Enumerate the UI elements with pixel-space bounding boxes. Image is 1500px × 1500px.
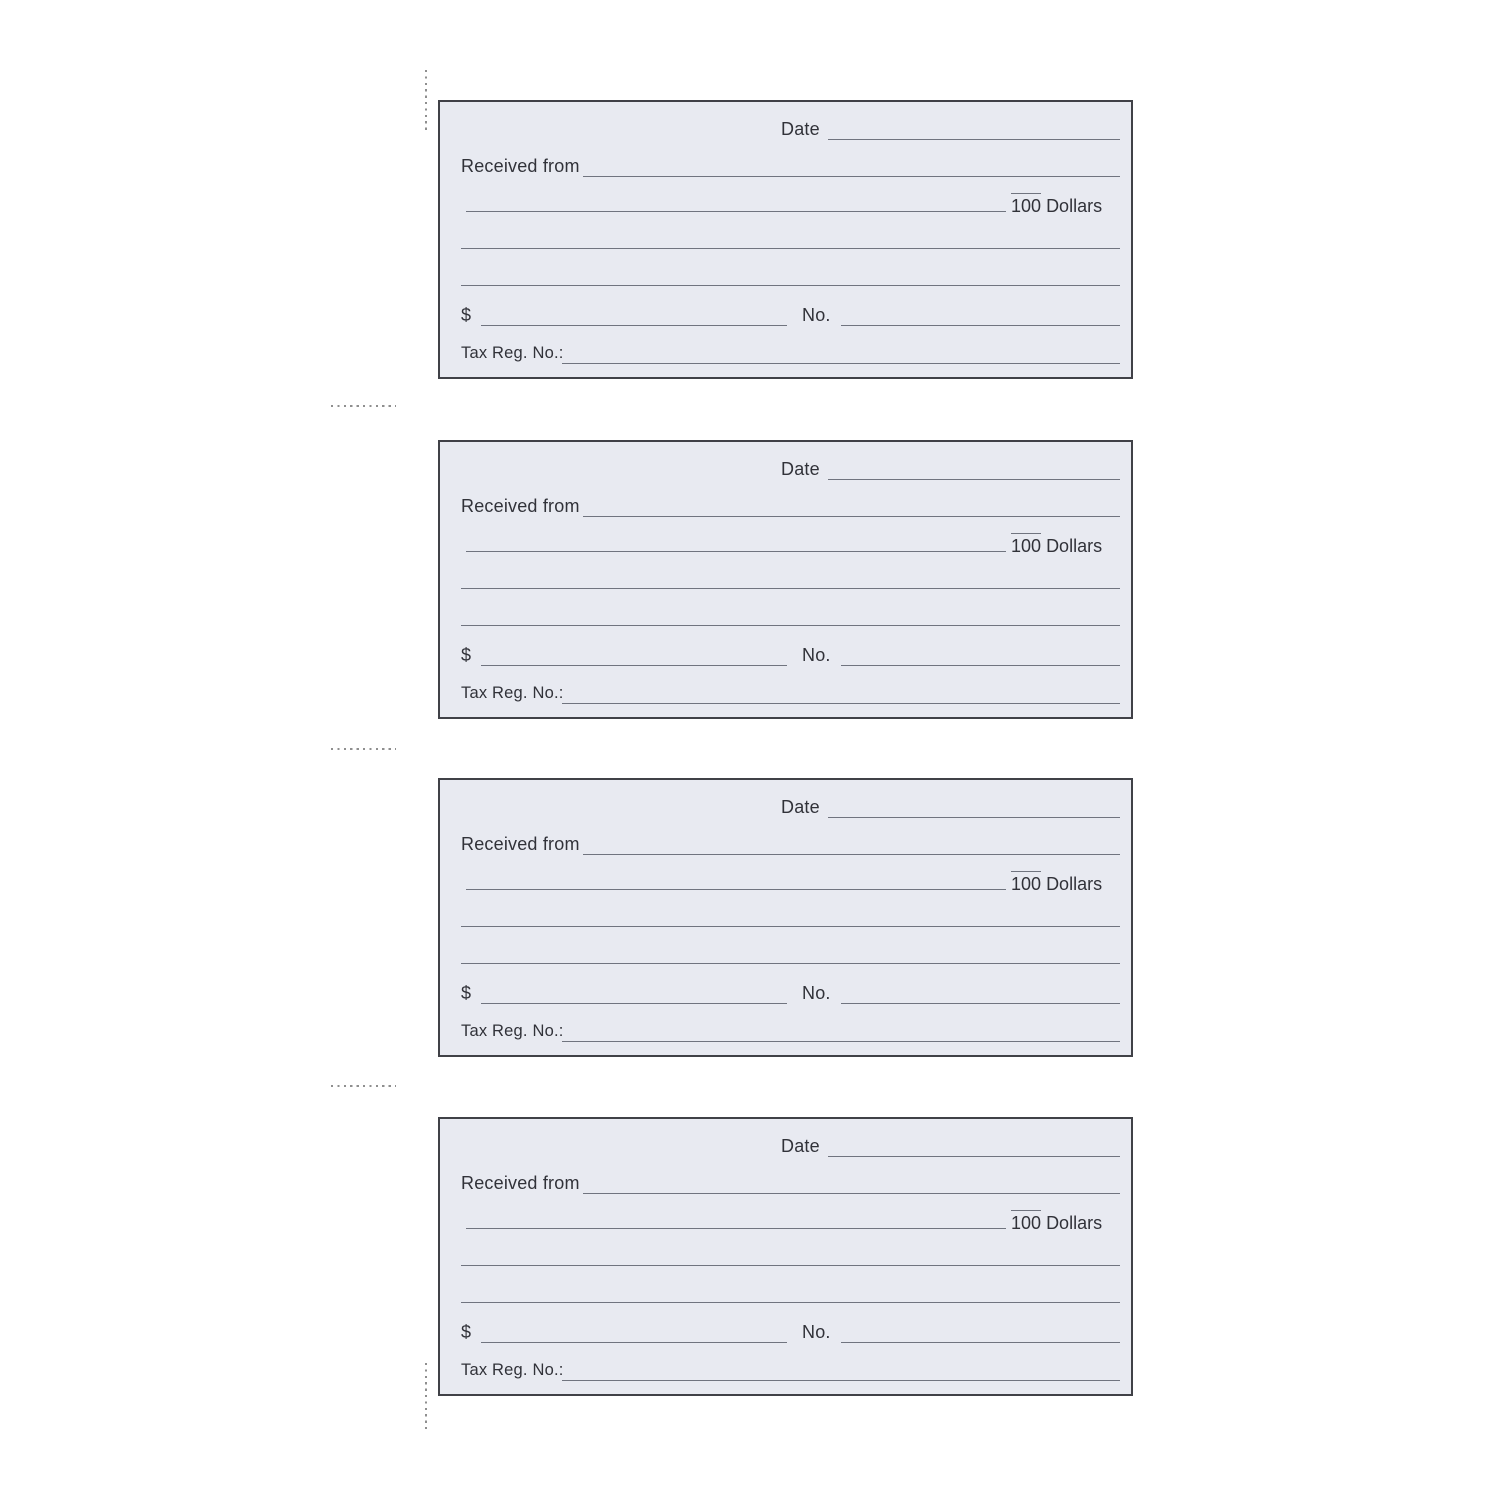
amount-fill-line — [481, 1342, 787, 1343]
perforation-mark-3 — [331, 1085, 396, 1087]
dollars-label: Dollars — [1046, 196, 1103, 216]
cents-fraction — [1011, 533, 1102, 555]
number-label: No. — [802, 305, 831, 325]
memo-fill-line-1 — [461, 926, 1120, 927]
currency-symbol: $ — [461, 1322, 472, 1342]
amount-fill-line — [481, 325, 787, 326]
received-from-label: Received from — [461, 834, 580, 854]
dollars-label: Dollars — [1046, 536, 1103, 556]
number-fill-line — [841, 1003, 1120, 1004]
memo-fill-line-2 — [461, 625, 1120, 626]
cents-fraction — [1011, 1210, 1102, 1232]
memo-fill-line-1 — [461, 1265, 1120, 1266]
number-label: No. — [802, 645, 831, 665]
tax-reg-label: Tax Reg. No.: — [461, 1022, 564, 1040]
amount-fill-line — [481, 665, 787, 666]
dollars-label: Dollars — [1046, 874, 1103, 894]
date-label: Date — [781, 1136, 820, 1156]
cents-denominator: 100 — [1011, 193, 1041, 215]
number-label: No. — [802, 983, 831, 1003]
memo-fill-line-2 — [461, 1302, 1120, 1303]
tax-reg-label: Tax Reg. No.: — [461, 1361, 564, 1379]
date-fill-line — [828, 1156, 1120, 1157]
memo-fill-line-2 — [461, 963, 1120, 964]
receipt-slip-1 — [438, 100, 1133, 379]
amount-words-fill-line — [466, 889, 1006, 890]
received-from-fill-line — [583, 854, 1120, 855]
perforation-mark-2 — [331, 748, 396, 750]
received-from-fill-line — [583, 1193, 1120, 1194]
crop-mark-top — [425, 70, 427, 133]
currency-symbol: $ — [461, 305, 472, 325]
memo-fill-line-1 — [461, 588, 1120, 589]
amount-fill-line — [481, 1003, 787, 1004]
dollars-label: Dollars — [1046, 1213, 1103, 1233]
number-label: No. — [802, 1322, 831, 1342]
received-from-label: Received from — [461, 156, 580, 176]
received-from-fill-line — [583, 176, 1120, 177]
number-fill-line — [841, 665, 1120, 666]
date-fill-line — [828, 139, 1120, 140]
receipt-slip-2 — [438, 440, 1133, 719]
cents-denominator: 100 — [1011, 533, 1041, 555]
received-from-label: Received from — [461, 1173, 580, 1193]
amount-words-fill-line — [466, 551, 1006, 552]
receipt-slip-3 — [438, 778, 1133, 1057]
memo-fill-line-2 — [461, 285, 1120, 286]
tax-reg-fill-line — [562, 1041, 1120, 1042]
amount-words-fill-line — [466, 211, 1006, 212]
number-fill-line — [841, 1342, 1120, 1343]
amount-words-fill-line — [466, 1228, 1006, 1229]
tax-reg-fill-line — [562, 363, 1120, 364]
date-fill-line — [828, 479, 1120, 480]
memo-fill-line-1 — [461, 248, 1120, 249]
currency-symbol: $ — [461, 645, 472, 665]
cents-fraction — [1011, 193, 1102, 215]
received-from-fill-line — [583, 516, 1120, 517]
number-fill-line — [841, 325, 1120, 326]
cents-fraction — [1011, 871, 1102, 893]
tax-reg-label: Tax Reg. No.: — [461, 344, 564, 362]
received-from-label: Received from — [461, 496, 580, 516]
crop-mark-bottom — [425, 1363, 427, 1429]
cents-denominator: 100 — [1011, 1210, 1041, 1232]
tax-reg-fill-line — [562, 703, 1120, 704]
tax-reg-fill-line — [562, 1380, 1120, 1381]
currency-symbol: $ — [461, 983, 472, 1003]
date-label: Date — [781, 119, 820, 139]
date-label: Date — [781, 459, 820, 479]
date-label: Date — [781, 797, 820, 817]
date-fill-line — [828, 817, 1120, 818]
perforation-mark-1 — [331, 405, 396, 407]
cents-denominator: 100 — [1011, 871, 1041, 893]
receipt-slip-4 — [438, 1117, 1133, 1396]
tax-reg-label: Tax Reg. No.: — [461, 684, 564, 702]
